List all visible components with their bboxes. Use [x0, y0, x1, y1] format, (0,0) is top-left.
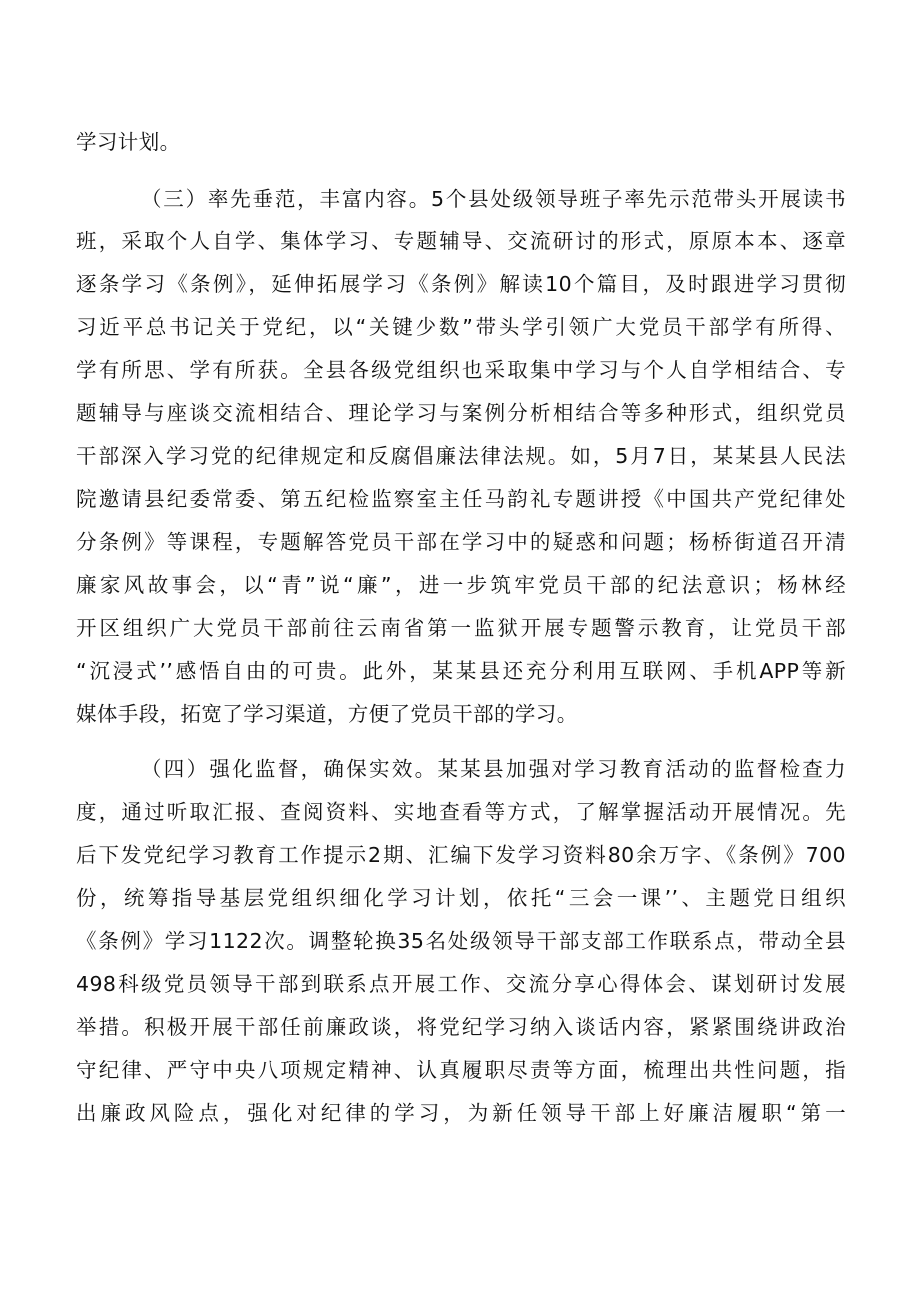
paragraph-line: 廉家风故事会，以“青”说“廉”，进一步筑牢党员干部的纪法意识；杨林经: [76, 573, 846, 597]
paragraph-line: 份，统筹指导基层党组织细化学习计划，依托“三会一课’’、主题党日组织: [76, 886, 846, 910]
paragraph-line: 出廉政风险点，强化对纪律的学习，为新任领导干部上好廉洁履职“第一: [76, 1101, 846, 1125]
paragraph-line: 度，通过听取汇报、查阅资料、实地查看等方式，了解掌握活动开展情况。先: [76, 800, 846, 824]
paragraph-line: 题辅导与座谈交流相结合、理论学习与案例分析相结合等多种形式，组织党员: [76, 401, 846, 425]
paragraph-line: “沉浸式’’感悟自由的可贵。此外，某某县还充分利用互联网、手机APP等新: [76, 659, 846, 683]
paragraph-line: 习近平总书记关于党纪，以“关键少数”带头学引领广大党员干部学有所得、: [76, 315, 846, 339]
paragraph-line: 开区组织广大党员干部前往云南省第一监狱开展专题警示教育，让党员干部: [76, 616, 846, 640]
paragraph-line: 分条例》等课程，专题解答党员干部在学习中的疑惑和问题；杨桥街道召开清: [76, 530, 846, 554]
paragraph-line: 举措。积极开展干部任前廉政谈，将党纪学习纳入谈话内容，紧紧围绕讲政治: [76, 1015, 846, 1039]
paragraph-line: 院邀请县纪委常委、第五纪检监察室主任马韵礼专题讲授《中国共产党纪律处: [76, 487, 846, 511]
paragraph-line: （四）强化监督，确保实效。某某县加强对学习教育活动的监督检查力: [141, 757, 846, 781]
paragraph-line: 后下发党纪学习教育工作提示2期、汇编下发学习资料80余万字、《条例》700: [76, 843, 846, 867]
paragraph-line: 498科级党员领导干部到联系点开展工作、交流分享心得体会、谋划研讨发展: [76, 972, 846, 996]
paragraph-line: 学习计划。: [76, 130, 181, 154]
paragraph-line: 媒体手段，拓宽了学习渠道，方便了党员干部的学习。: [76, 702, 578, 726]
paragraph-line: 学有所思、学有所获。全县各级党组织也采取集中学习与个人自学相结合、专: [76, 358, 846, 382]
paragraph-line: 逐条学习《条例》，延伸拓展学习《条例》解读10个篇目，及时跟进学习贯彻: [76, 272, 846, 296]
paragraph-line: 《条例》学习1122次。调整轮换35名处级领导干部支部工作联系点，带动全县: [76, 929, 846, 953]
paragraph-line: 班，采取个人自学、集体学习、专题辅导、交流研讨的形式，原原本本、逐章: [76, 229, 846, 253]
paragraph-line: （三）率先垂范，丰富内容。5个县处级领导班子率先示范带头开展读书: [141, 187, 846, 211]
paragraph-line: 干部深入学习党的纪律规定和反腐倡廉法律法规。如，5月7日，某某县人民法: [76, 444, 846, 468]
paragraph-line: 守纪律、严守中央八项规定精神、认真履职尽责等方面，梳理出共性问题，指: [76, 1058, 846, 1082]
